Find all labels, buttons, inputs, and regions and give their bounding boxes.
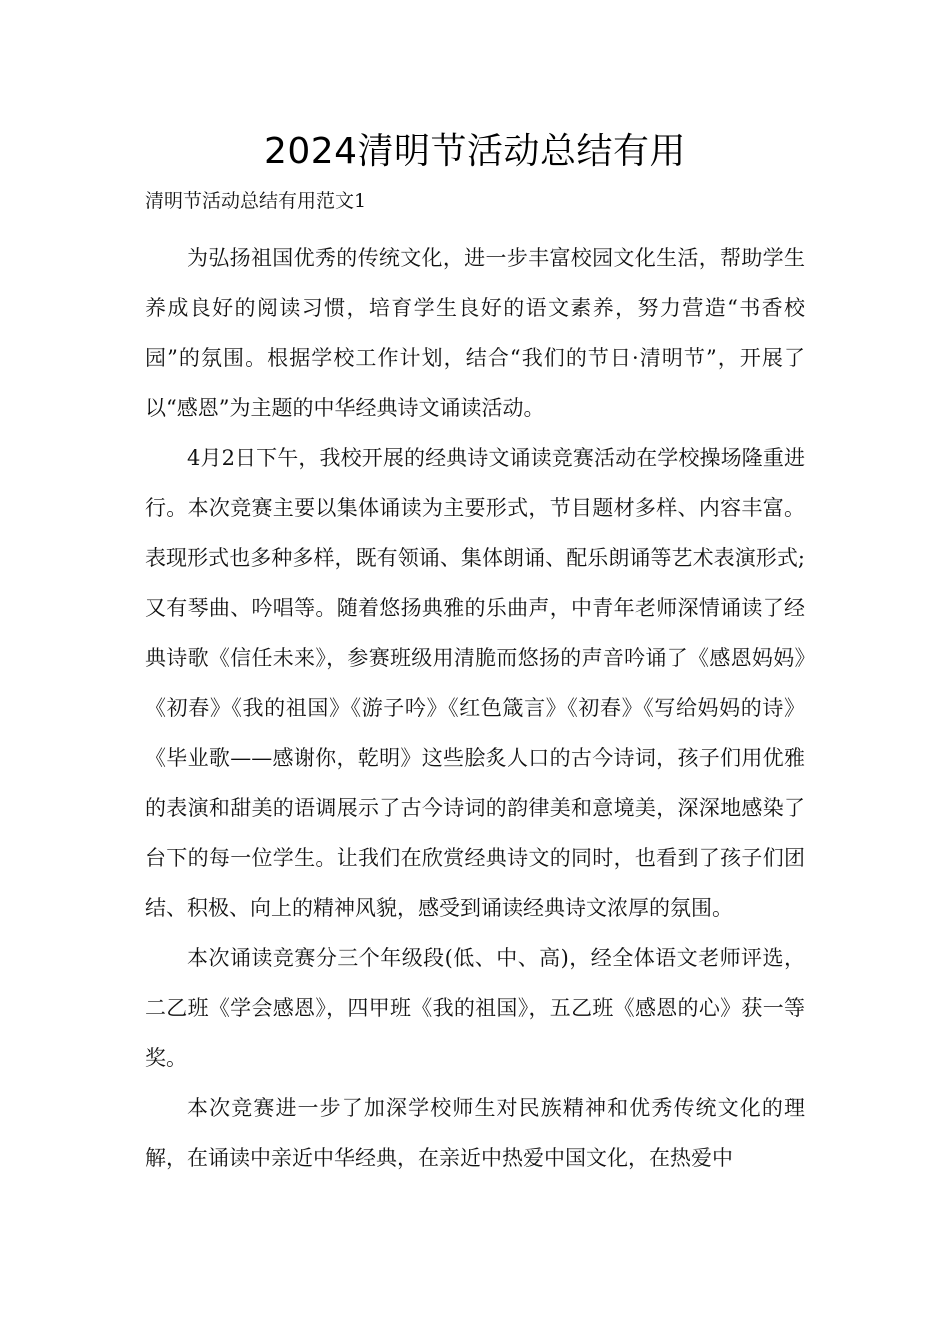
paragraph-intro: 为弘扬祖国优秀的传统文化，进一步丰富校园文化生活，帮助学生养成良好的阅读习惯，培育学生良好的语文素养，努力营造“书香校园”的氛围。根据学校工作计划，结合“我们的节日·清明节”，开展了以“感恩”为主题的中华经典诗文诵读活动。 <box>145 246 805 420</box>
document-subtitle: 清明节活动总结有用范文1 <box>145 190 367 212</box>
paragraph-awards: 本次诵读竞赛分三个年级段(低、中、高)，经全体语文老师评选，二乙班《学会感恩》，四甲班《我的祖国》，五乙班《感恩的心》获一等奖。 <box>145 946 805 1070</box>
document-body <box>145 233 805 1183</box>
document-title: 2024清明节活动总结有用 <box>263 131 687 172</box>
paragraph-conclusion: 本次竞赛进一步了加深学校师生对民族精神和优秀传统文化的理解，在诵读中亲近中华经典，在亲近中热爱中国文化，在热爱中 <box>145 1096 805 1170</box>
paragraph-event: 4月2日下午，我校开展的经典诗文诵读竞赛活动在学校操场隆重进行。本次竞赛主要以集体诵读为主要形式，节目题材多样、内容丰富。表现形式也多种多样，既有领诵、集体朗诵、配乐朗诵等艺术表演形式;又有琴曲、吟唱等。随着悠扬典雅的乐曲声，中青年老师深情诵读了经典诗歌《信任未来》，参赛班级用清脆而悠扬的声音吟诵了《感恩妈妈》《初春》《我的祖国》《游子吟》《红色箴言》《初春》《写给妈妈的诗》《毕业歌——感谢你，乾明》这些脍炙人口的古今诗词，孩子们用优雅的表演和甜美的语调展示了古今诗词的韵律美和意境美，深深地感染了台下的每一位学生。让我们在欣赏经典诗文的同时，也看到了孩子们团结、积极、向上的精神风貌，感受到诵读经典诗文浓厚的氛围。 <box>145 446 805 920</box>
